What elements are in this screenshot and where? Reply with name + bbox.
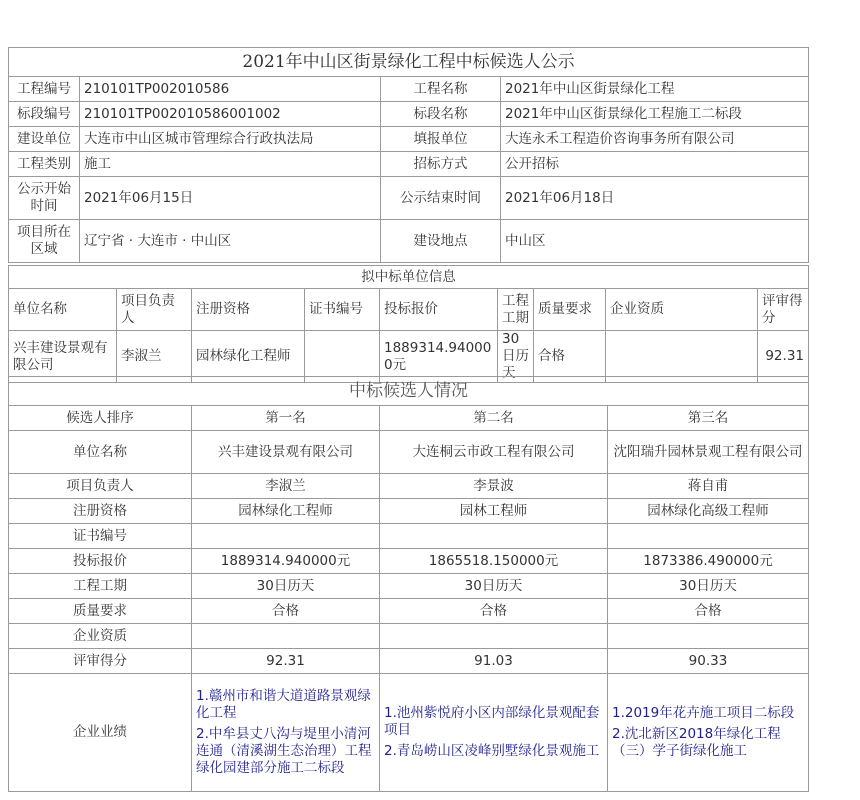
winner-table (8, 265, 809, 383)
winner-cell: 兴丰建设景观有限公司 (9, 331, 117, 383)
candidates-heading: 中标候选人情况 (9, 377, 809, 406)
manager-1: 李淑兰 (192, 474, 380, 499)
score-1: 92.31 (192, 649, 380, 674)
quality-3: 合格 (608, 599, 809, 624)
row-label-quality: 质量要求 (9, 599, 192, 624)
section-name-value: 2021年中山区街景绿化工程施工二标段 (501, 102, 809, 127)
section-no-label: 标段编号 (9, 102, 80, 127)
site-value: 中山区 (501, 220, 809, 263)
builder-label: 建设单位 (9, 127, 80, 152)
method-label: 招标方式 (381, 152, 501, 177)
name-3: 沈阳瑞升园林景观工程有限公司 (608, 431, 809, 474)
builder-value: 大连市中山区城市管理综合行政执法局 (80, 127, 381, 152)
page-title: 2021年中山区街景绿化工程中标候选人公示 (9, 48, 809, 77)
winner-cell: 92.31 (758, 331, 809, 383)
qualification-1: 园林绿化工程师 (192, 499, 380, 524)
winner-cell: 合格 (534, 331, 606, 383)
winner-header-cell: 注册资格 (192, 289, 305, 331)
rank-1: 第一名 (192, 406, 380, 431)
method-value: 公开招标 (501, 152, 809, 177)
name-2: 大连桐云市政工程有限公司 (380, 431, 608, 474)
price-1: 1889314.940000元 (192, 549, 380, 574)
achievement-item: 1.2019年花卉施工项目二标段 (612, 705, 795, 721)
row-label-qualification: 注册资格 (9, 499, 192, 524)
achievements-2 (380, 674, 608, 792)
achievements-1 (192, 674, 380, 792)
project-name-value: 2021年中山区街景绿化工程 (501, 77, 809, 102)
row-label-manager: 项目负责人 (9, 474, 192, 499)
winner-header-cell: 工程工期 (498, 289, 534, 331)
winner-cell: 30日历天 (498, 331, 534, 383)
reporter-label: 填报单位 (381, 127, 501, 152)
winner-header-cell: 投标报价 (380, 289, 498, 331)
row-label-rank: 候选人排序 (9, 406, 192, 431)
period-2: 30日历天 (380, 574, 608, 599)
winner-cell (606, 331, 758, 383)
winner-header-cell: 单位名称 (9, 289, 117, 331)
start-label: 公示开始时间 (9, 177, 80, 220)
cert-1 (192, 524, 380, 549)
start-value: 2021年06月15日 (80, 177, 381, 220)
aptitude-1 (192, 624, 380, 649)
quality-2: 合格 (380, 599, 608, 624)
winner-header-cell: 证书编号 (305, 289, 380, 331)
category-value: 施工 (80, 152, 381, 177)
region-value: 辽宁省 · 大连市 · 中山区 (80, 220, 381, 263)
score-3: 90.33 (608, 649, 809, 674)
cert-2 (380, 524, 608, 549)
project-no-value: 210101TP002010586 (80, 77, 381, 102)
category-label: 工程类别 (9, 152, 80, 177)
section-no-value: 210101TP002010586001002 (80, 102, 381, 127)
achievement-item: 2.青岛崂山区凌峰别墅绿化景观施工 (384, 743, 600, 759)
quality-1: 合格 (192, 599, 380, 624)
row-label-period: 工程工期 (9, 574, 192, 599)
aptitude-2 (380, 624, 608, 649)
section-name-label: 标段名称 (381, 102, 501, 127)
winner-cell: 李淑兰 (117, 331, 192, 383)
row-label-name: 单位名称 (9, 431, 192, 474)
candidates-table (8, 376, 809, 792)
row-label-score: 评审得分 (9, 649, 192, 674)
project-name-label: 工程名称 (381, 77, 501, 102)
reporter-value: 大连永禾工程造价咨询事务所有限公司 (501, 127, 809, 152)
achievement-item: 1.赣州市和谐大道道路景观绿化工程 (196, 688, 371, 721)
winner-header-cell: 质量要求 (534, 289, 606, 331)
price-3: 1873386.490000元 (608, 549, 809, 574)
period-1: 30日历天 (192, 574, 380, 599)
row-label-cert: 证书编号 (9, 524, 192, 549)
winner-heading: 拟中标单位信息 (9, 266, 809, 289)
manager-3: 蒋自甫 (608, 474, 809, 499)
winner-cell: 园林绿化工程师 (192, 331, 305, 383)
cert-3 (608, 524, 809, 549)
manager-2: 李景波 (380, 474, 608, 499)
qualification-3: 园林绿化高级工程师 (608, 499, 809, 524)
end-value: 2021年06月18日 (501, 177, 809, 220)
score-2: 91.03 (380, 649, 608, 674)
site-label: 建设地点 (381, 220, 501, 263)
row-label-aptitude: 企业资质 (9, 624, 192, 649)
winner-cell (305, 331, 380, 383)
row-label-price: 投标报价 (9, 549, 192, 574)
rank-2: 第二名 (380, 406, 608, 431)
achievement-item: 2.中牟县丈八沟与堤里小清河连通（清溪湖生态治理）工程绿化园建部分施工二标段 (196, 726, 372, 776)
project-info-table (8, 47, 809, 263)
price-2: 1865518.150000元 (380, 549, 608, 574)
period-3: 30日历天 (608, 574, 809, 599)
region-label: 项目所在区域 (9, 220, 80, 263)
achievement-item: 1.池州紫悦府小区内部绿化景观配套项目 (384, 705, 600, 738)
aptitude-3 (608, 624, 809, 649)
row-label-achievements: 企业业绩 (9, 674, 192, 792)
project-no-label: 工程编号 (9, 77, 80, 102)
end-label: 公示结束时间 (381, 177, 501, 220)
winner-header-cell: 项目负责人 (117, 289, 192, 331)
achievements-3 (608, 674, 809, 792)
rank-3: 第三名 (608, 406, 809, 431)
achievement-item: 2.沈北新区2018年绿化工程（三）学子街绿化施工 (612, 726, 781, 759)
name-1: 兴丰建设景观有限公司 (192, 431, 380, 474)
winner-header-cell: 企业资质 (606, 289, 758, 331)
qualification-2: 园林工程师 (380, 499, 608, 524)
winner-header-cell: 评审得分 (758, 289, 809, 331)
winner-cell: 1889314.940000元 (380, 331, 498, 383)
